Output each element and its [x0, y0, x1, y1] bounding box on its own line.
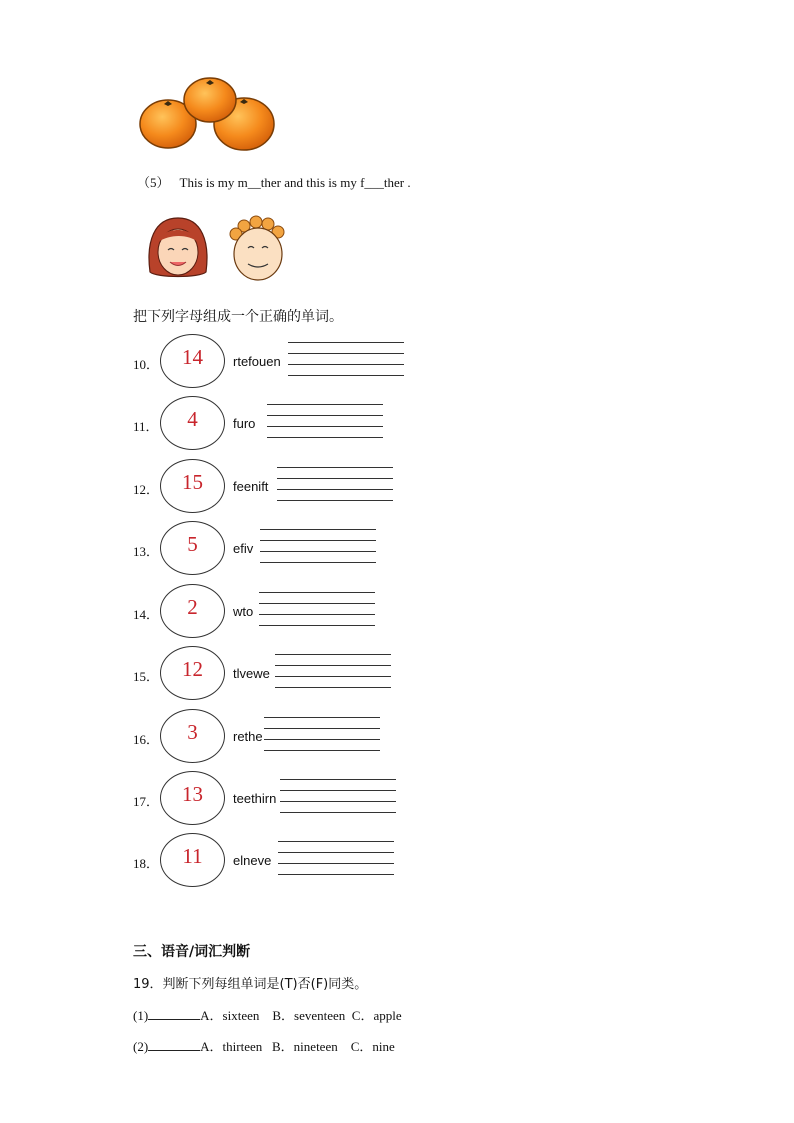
sub-2-label: (2) [133, 1039, 149, 1054]
writing-line [264, 750, 380, 751]
writing-line [278, 863, 394, 864]
writing-line [277, 489, 393, 490]
question-19-sub-2 [133, 1036, 395, 1055]
handwritten-answer: 12 [182, 657, 203, 681]
item-number: 15． [133, 669, 160, 684]
writing-line [278, 841, 394, 842]
sub-1-options: A．sixteen B．seventeen C．apple [200, 1008, 402, 1023]
sub-1-answer-blank[interactable] [148, 1007, 200, 1020]
writing-lines[interactable] [264, 717, 380, 753]
section-3-title: 三、语音/词汇判断 [133, 944, 251, 960]
question-5-text: This is my m__ther and this is my f___ther . [179, 175, 411, 190]
writing-line [267, 426, 383, 427]
oranges-image [138, 74, 278, 154]
scrambled-letters: feenift [233, 479, 269, 494]
item-number: 16． [133, 732, 160, 747]
writing-line [259, 625, 375, 626]
scrambled-letters: furo [233, 416, 256, 431]
scrambled-letters: rethe [233, 729, 263, 744]
item-number: 12． [133, 482, 160, 497]
writing-lines[interactable] [277, 467, 393, 503]
writing-line [288, 353, 404, 354]
question-19-sub-1 [133, 1005, 402, 1024]
item-number: 11． [133, 419, 159, 434]
instruction-text: 把下列字母组成一个正确的单词。 [133, 309, 343, 325]
sub-2-answer-blank[interactable] [148, 1038, 200, 1051]
scrambled-letters: efiv [233, 541, 254, 556]
writing-line [264, 728, 380, 729]
scrambled-letters: wto [233, 604, 254, 619]
handwritten-answer: 14 [182, 345, 203, 369]
unscramble-item [133, 521, 453, 577]
unscramble-item [133, 334, 453, 390]
writing-line [280, 790, 396, 791]
writing-line [259, 614, 375, 615]
scrambled-letters: rtefouen [233, 354, 281, 369]
item-number: 14． [133, 607, 160, 622]
writing-line [267, 437, 383, 438]
writing-lines[interactable] [259, 592, 375, 628]
writing-line [275, 676, 391, 677]
writing-line [288, 375, 404, 376]
writing-line [275, 665, 391, 666]
writing-line [260, 551, 376, 552]
writing-lines[interactable] [278, 841, 394, 877]
writing-line [275, 654, 391, 655]
writing-line [267, 415, 383, 416]
writing-line [260, 562, 376, 563]
handwritten-answer: 4 [187, 407, 198, 431]
writing-line [275, 687, 391, 688]
writing-line [277, 478, 393, 479]
writing-line [280, 801, 396, 802]
sub-2-options: A．thirteen B．nineteen C．nine [200, 1039, 395, 1054]
handwritten-answer: 13 [182, 782, 203, 806]
writing-line [278, 874, 394, 875]
handwritten-answer: 11 [182, 844, 203, 868]
item-number: 10． [133, 357, 160, 372]
writing-line [277, 467, 393, 468]
writing-line [259, 603, 375, 604]
handwritten-answer: 5 [187, 532, 198, 556]
writing-lines[interactable] [275, 654, 391, 690]
writing-line [267, 404, 383, 405]
unscramble-item [133, 584, 453, 640]
sub-1-label: (1) [133, 1008, 149, 1023]
writing-lines[interactable] [280, 779, 396, 815]
scrambled-letters: elneve [233, 853, 272, 868]
handwritten-answer: 2 [187, 595, 198, 619]
item-number: 17． [133, 794, 160, 809]
question-5-number: （5） [137, 175, 170, 190]
writing-line [278, 852, 394, 853]
scrambled-letters: tlvewe [233, 666, 270, 681]
handwritten-answer: 3 [187, 720, 198, 744]
writing-line [264, 717, 380, 718]
item-number: 13． [133, 544, 160, 559]
writing-line [259, 592, 375, 593]
writing-lines[interactable] [288, 342, 404, 378]
scrambled-letters: teethirn [233, 791, 277, 806]
unscramble-item [133, 396, 453, 452]
writing-line [277, 500, 393, 501]
unscramble-item [133, 646, 453, 702]
question-19-text: 19．判断下列每组单词是(T)否(F)同类。 [133, 977, 368, 992]
handwritten-answer: 15 [182, 470, 203, 494]
unscramble-item [133, 833, 453, 889]
writing-line [260, 540, 376, 541]
unscramble-item [133, 459, 453, 515]
faces-image [144, 212, 306, 284]
writing-line [260, 529, 376, 530]
writing-lines[interactable] [267, 404, 383, 440]
unscramble-item [133, 709, 453, 765]
writing-lines[interactable] [260, 529, 376, 565]
unscramble-item [133, 771, 453, 827]
writing-line [288, 342, 404, 343]
writing-line [280, 779, 396, 780]
item-number: 18． [133, 856, 160, 871]
question-5 [137, 172, 411, 191]
writing-line [280, 812, 396, 813]
writing-line [264, 739, 380, 740]
writing-line [288, 364, 404, 365]
